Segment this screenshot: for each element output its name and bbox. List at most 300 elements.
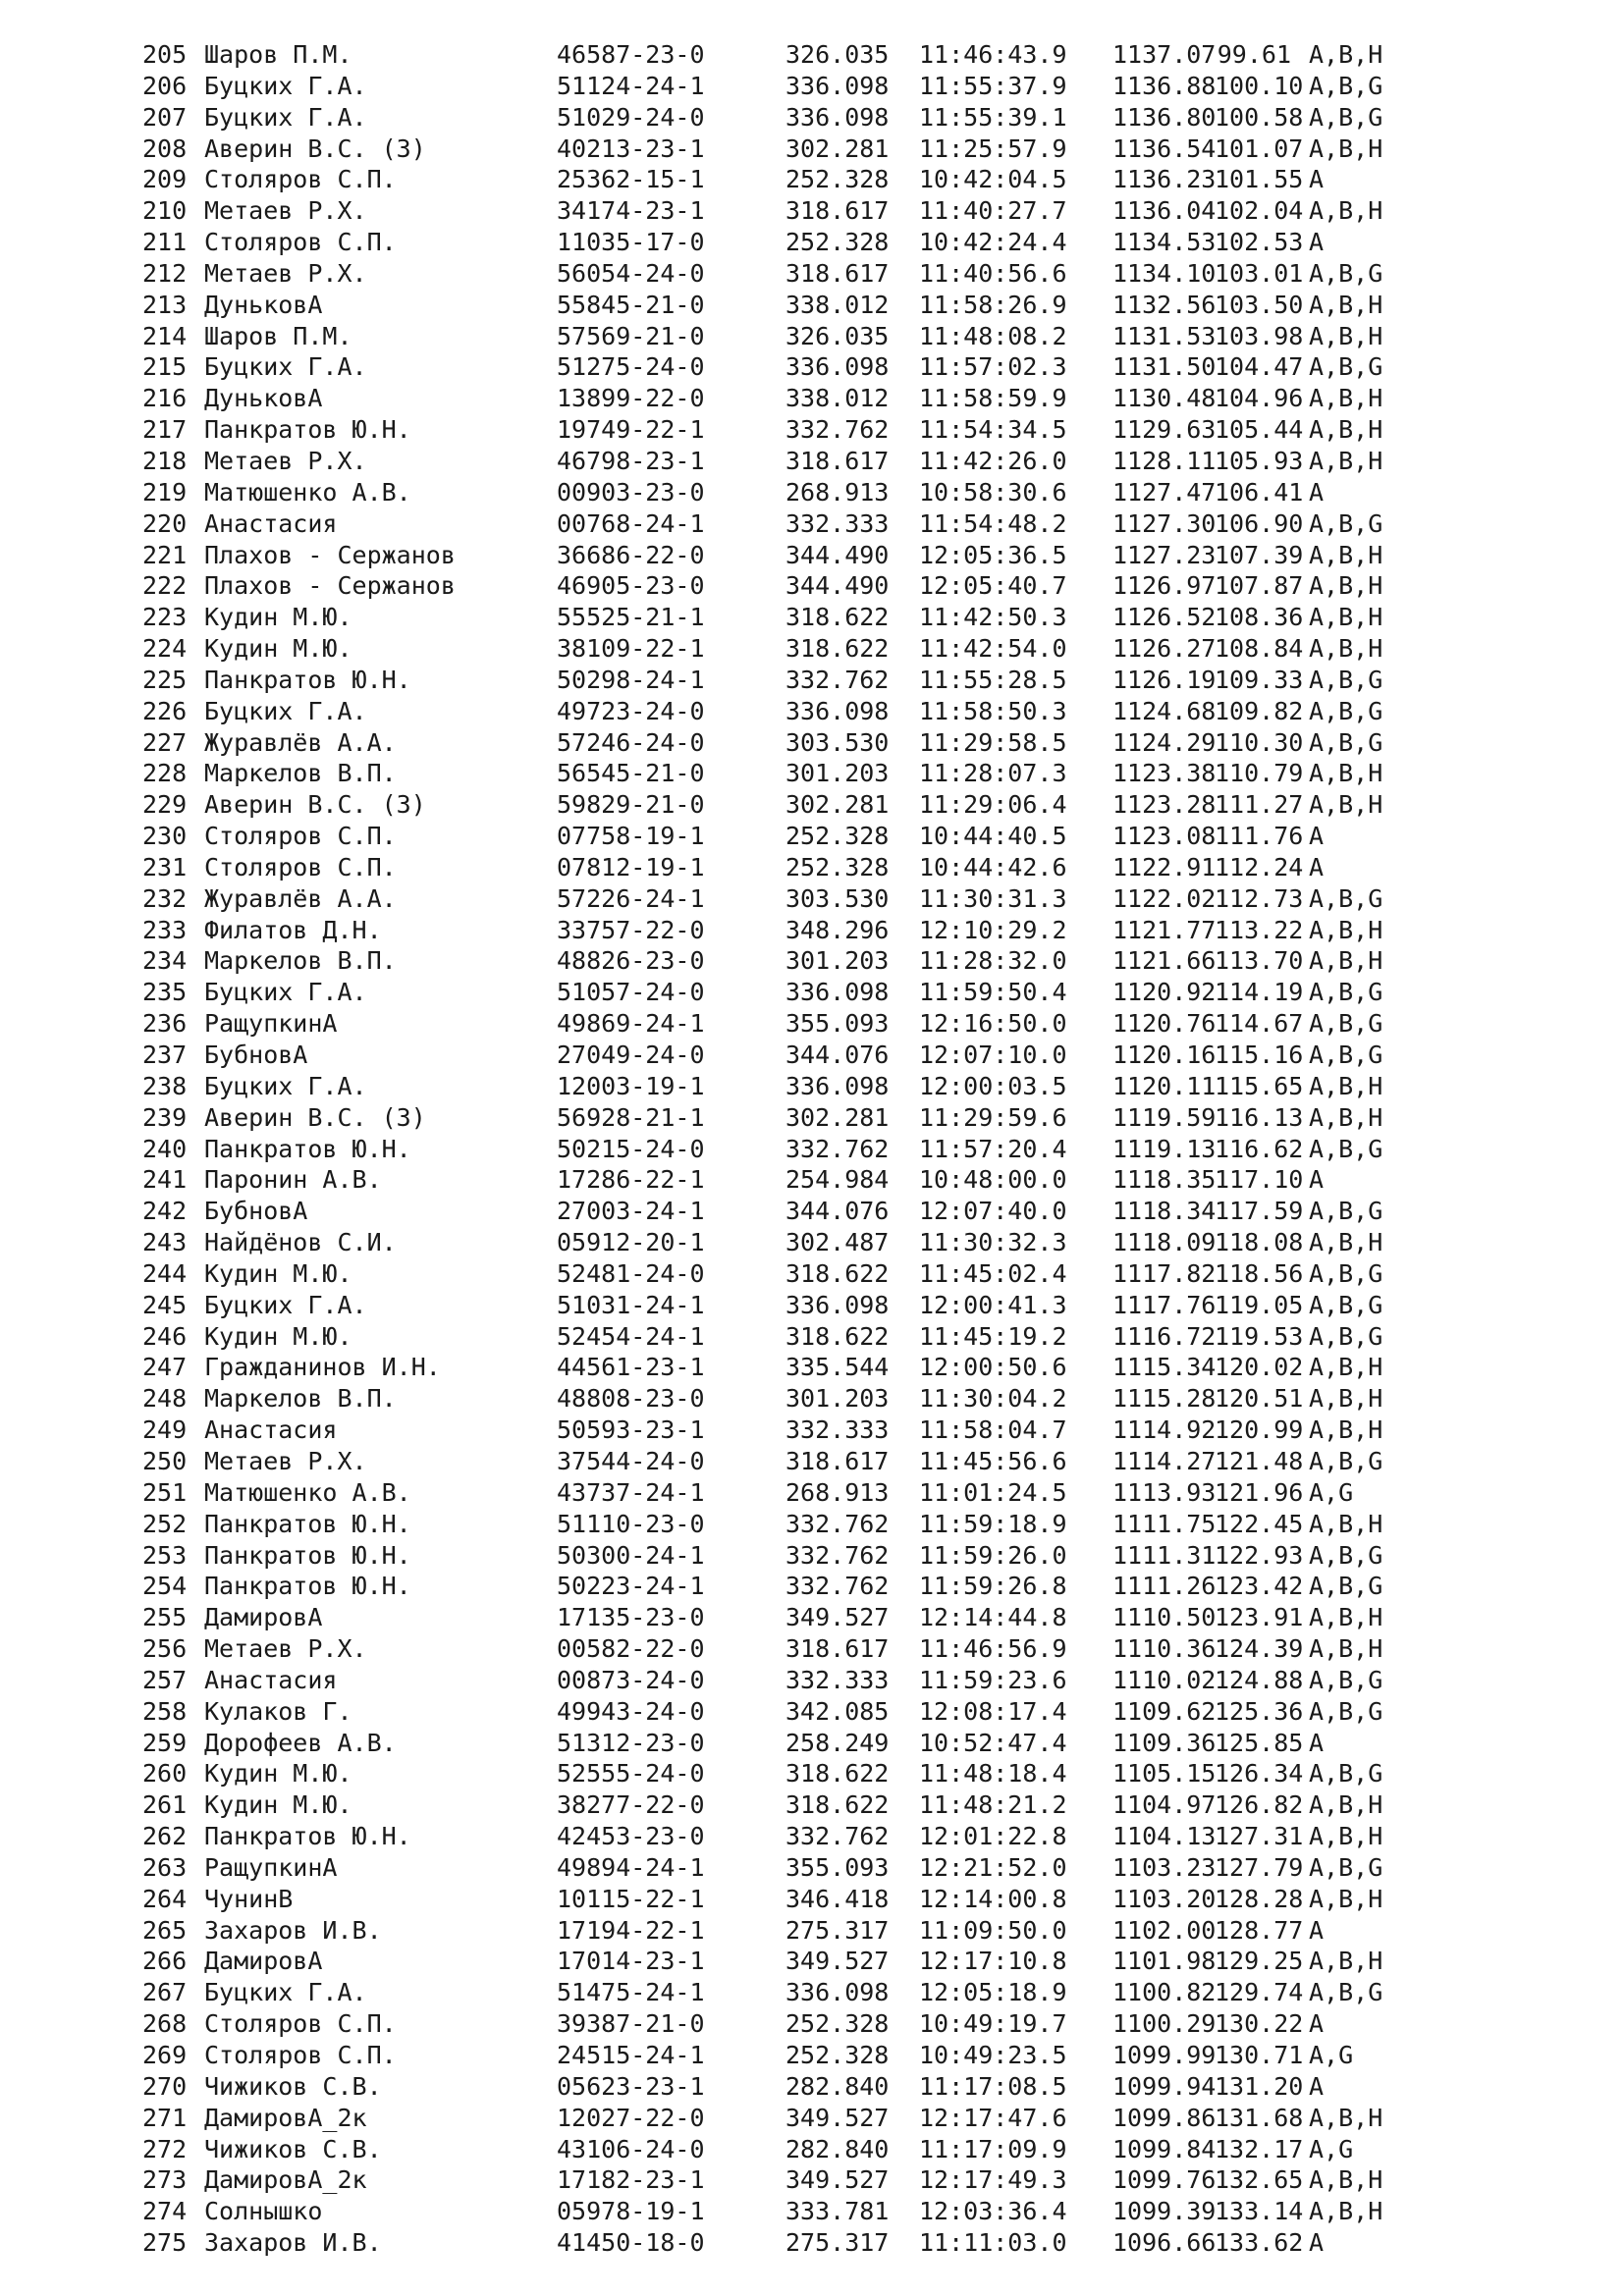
cell-num: 237 — [142, 1041, 188, 1069]
cell-speed: 1123.08 — [1112, 822, 1217, 851]
cell-flags: A,B,H — [1309, 915, 1383, 944]
cell-speed: 1111.75 — [1112, 1509, 1217, 1538]
cell-speed: 1122.91 — [1112, 852, 1217, 881]
cell-points: 130.22 — [1215, 2009, 1304, 2039]
cell-speed: 1118.09 — [1112, 1228, 1217, 1257]
cell-num: 238 — [142, 1071, 188, 1100]
cell-flags: A,B,H — [1309, 133, 1383, 163]
cell-flags: A,B,G — [1309, 665, 1383, 694]
cell-ring: 27049-24-0 — [557, 1041, 705, 1069]
cell-flags: A,G — [1309, 2134, 1354, 2163]
cell-time: 11:17:08.5 — [919, 2071, 1067, 2101]
cell-speed: 1104.13 — [1112, 1822, 1217, 1851]
cell-time: 10:49:23.5 — [919, 2041, 1067, 2069]
cell-name: Аверин В.С. (З) — [204, 790, 426, 820]
cell-ring: 52454-24-1 — [557, 1321, 705, 1351]
cell-ring: 51029-24-0 — [557, 102, 705, 132]
cell-num: 261 — [142, 1790, 188, 1820]
cell-ring: 48808-23-0 — [557, 1384, 705, 1414]
table-row — [142, 508, 1537, 540]
cell-speed: 1120.11 — [1112, 1071, 1217, 1100]
cell-flags: A,B,H — [1309, 40, 1383, 69]
cell-name: Солнышко — [204, 2197, 323, 2226]
cell-name: Анастасия — [204, 1665, 338, 1694]
cell-flags: A,B,H — [1309, 1384, 1383, 1414]
cell-num: 234 — [142, 946, 188, 976]
cell-num: 226 — [142, 696, 188, 725]
table-row — [142, 1196, 1537, 1227]
cell-points: 109.82 — [1215, 696, 1304, 725]
cell-flags: A,B,H — [1309, 1603, 1383, 1632]
cell-num: 239 — [142, 1102, 188, 1132]
table-row — [142, 2103, 1537, 2134]
cell-flags: A,B,G — [1309, 1696, 1383, 1726]
cell-name: Аверин В.С. (З) — [204, 133, 426, 163]
cell-time: 10:44:42.6 — [919, 852, 1067, 881]
cell-time: 12:10:29.2 — [919, 915, 1067, 944]
cell-num: 253 — [142, 1540, 188, 1570]
table-row — [142, 195, 1537, 227]
cell-name: Кулаков Г. — [204, 1696, 352, 1726]
cell-time: 11:29:06.4 — [919, 790, 1067, 820]
cell-ring: 43737-24-1 — [557, 1477, 705, 1507]
cell-ring: 42453-23-0 — [557, 1822, 705, 1851]
cell-num: 272 — [142, 2134, 188, 2163]
cell-ring: 50298-24-1 — [557, 665, 705, 694]
cell-name: Столяров С.П. — [204, 822, 397, 851]
cell-ring: 10115-22-1 — [557, 1884, 705, 1913]
cell-num: 227 — [142, 727, 188, 757]
cell-time: 12:07:10.0 — [919, 1041, 1067, 1069]
cell-points: 113.22 — [1215, 915, 1304, 944]
table-row — [142, 727, 1537, 759]
cell-speed: 1099.39 — [1112, 2197, 1217, 2226]
cell-time: 12:17:49.3 — [919, 2165, 1067, 2195]
cell-name: Филатов Д.Н. — [204, 915, 382, 944]
cell-time: 11:57:02.3 — [919, 352, 1067, 382]
cell-flags: A,B,G — [1309, 1009, 1383, 1039]
cell-flags: A — [1309, 852, 1325, 881]
cell-time: 11:57:20.4 — [919, 1134, 1067, 1163]
cell-flags: A,B,G — [1309, 1290, 1383, 1319]
table-row — [142, 2196, 1537, 2227]
cell-name: Анастасия — [204, 1415, 338, 1445]
cell-time: 11:55:39.1 — [919, 102, 1067, 132]
cell-name: ДамировА — [204, 1603, 323, 1632]
table-row — [142, 540, 1537, 571]
cell-speed: 1105.15 — [1112, 1759, 1217, 1789]
cell-distance: 332.333 — [785, 1415, 890, 1445]
cell-num: 265 — [142, 1915, 188, 1945]
cell-num: 247 — [142, 1353, 188, 1382]
cell-ring: 46905-23-0 — [557, 571, 705, 601]
cell-distance: 318.622 — [785, 634, 890, 664]
cell-ring: 51124-24-1 — [557, 71, 705, 100]
table-row — [142, 1728, 1537, 1759]
cell-flags: A,B,H — [1309, 759, 1383, 788]
cell-flags: A,B,H — [1309, 603, 1383, 632]
cell-points: 106.90 — [1215, 508, 1304, 538]
cell-ring: 07758-19-1 — [557, 822, 705, 851]
cell-time: 11:25:57.9 — [919, 133, 1067, 163]
cell-distance: 336.098 — [785, 696, 890, 725]
cell-flags: A,B,G — [1309, 1665, 1383, 1694]
cell-name: Метаев Р.Х. — [204, 1634, 367, 1664]
cell-speed: 1134.10 — [1112, 258, 1217, 288]
cell-time: 11:40:56.6 — [919, 258, 1067, 288]
cell-name: Чижиков С.В. — [204, 2134, 382, 2163]
cell-speed: 1102.00 — [1112, 1915, 1217, 1945]
cell-points: 122.93 — [1215, 1540, 1304, 1570]
cell-time: 11:40:27.7 — [919, 196, 1067, 226]
cell-speed: 1100.82 — [1112, 1978, 1217, 2007]
table-row — [142, 945, 1537, 977]
cell-ring: 36686-22-0 — [557, 540, 705, 569]
cell-num: 220 — [142, 508, 188, 538]
cell-flags: A,B,H — [1309, 571, 1383, 601]
cell-name: РащупкинА — [204, 1009, 338, 1039]
cell-distance: 336.098 — [785, 102, 890, 132]
table-row — [142, 71, 1537, 102]
cell-time: 11:29:59.6 — [919, 1102, 1067, 1132]
cell-name: Захаров И.В. — [204, 2228, 382, 2258]
cell-time: 11:58:59.9 — [919, 384, 1067, 413]
table-row — [142, 1884, 1537, 1915]
cell-ring: 17014-23-1 — [557, 1947, 705, 1976]
cell-points: 108.84 — [1215, 634, 1304, 664]
table-row — [142, 1571, 1537, 1602]
cell-name: РащупкинА — [204, 1852, 338, 1882]
cell-distance: 332.762 — [785, 1572, 890, 1601]
cell-ring: 41450-18-0 — [557, 2228, 705, 2258]
cell-ring: 56928-21-1 — [557, 1102, 705, 1132]
cell-points: 107.87 — [1215, 571, 1304, 601]
cell-time: 10:49:19.7 — [919, 2009, 1067, 2039]
table-row — [142, 383, 1537, 414]
cell-num: 246 — [142, 1321, 188, 1351]
cell-flags: A,B,H — [1309, 196, 1383, 226]
cell-flags: A — [1309, 2071, 1325, 2101]
cell-speed: 1120.76 — [1112, 1009, 1217, 1039]
cell-ring: 52481-24-0 — [557, 1258, 705, 1288]
cell-name: Метаев Р.Х. — [204, 196, 367, 226]
results-table — [142, 39, 1537, 2259]
cell-points: 124.88 — [1215, 1665, 1304, 1694]
cell-name: Столяров С.П. — [204, 228, 397, 257]
cell-speed: 1124.68 — [1112, 696, 1217, 725]
cell-flags: A,B,H — [1309, 1509, 1383, 1538]
cell-speed: 1132.56 — [1112, 290, 1217, 319]
cell-num: 216 — [142, 384, 188, 413]
table-row — [142, 133, 1537, 165]
cell-num: 249 — [142, 1415, 188, 1445]
cell-time: 12:00:50.6 — [919, 1353, 1067, 1382]
cell-flags: A — [1309, 822, 1325, 851]
cell-distance: 303.530 — [785, 727, 890, 757]
cell-name: БубновА — [204, 1041, 308, 1069]
cell-num: 270 — [142, 2071, 188, 2101]
cell-distance: 336.098 — [785, 1290, 890, 1319]
cell-points: 114.67 — [1215, 1009, 1304, 1039]
cell-num: 263 — [142, 1852, 188, 1882]
cell-name: Журавлёв А.А. — [204, 727, 397, 757]
cell-flags: A,B,G — [1309, 883, 1383, 913]
table-row — [142, 1352, 1537, 1383]
cell-time: 11:55:37.9 — [919, 71, 1067, 100]
cell-flags: A,B,H — [1309, 1353, 1383, 1382]
cell-flags: A,G — [1309, 2041, 1354, 2069]
table-row — [142, 39, 1537, 71]
cell-flags: A,B,H — [1309, 446, 1383, 475]
cell-flags: A,B,G — [1309, 1134, 1383, 1163]
cell-distance: 349.527 — [785, 1603, 890, 1632]
cell-flags: A,B,G — [1309, 1197, 1383, 1226]
cell-speed: 1137.07 — [1112, 40, 1217, 69]
cell-num: 209 — [142, 165, 188, 194]
cell-distance: 349.527 — [785, 2165, 890, 2195]
cell-num: 219 — [142, 477, 188, 507]
cell-points: 119.53 — [1215, 1321, 1304, 1351]
cell-flags: A,B,G — [1309, 352, 1383, 382]
cell-speed: 1118.35 — [1112, 1165, 1217, 1195]
table-row — [142, 1321, 1537, 1353]
cell-time: 10:58:30.6 — [919, 477, 1067, 507]
cell-distance: 318.622 — [785, 1258, 890, 1288]
cell-points: 116.13 — [1215, 1102, 1304, 1132]
cell-time: 12:05:40.7 — [919, 571, 1067, 601]
cell-ring: 38109-22-1 — [557, 634, 705, 664]
cell-time: 11:30:04.2 — [919, 1384, 1067, 1414]
table-row — [142, 2008, 1537, 2040]
cell-points: 123.42 — [1215, 1572, 1304, 1601]
cell-speed: 1116.72 — [1112, 1321, 1217, 1351]
cell-num: 211 — [142, 228, 188, 257]
cell-name: Буцких Г.А. — [204, 1290, 367, 1319]
cell-distance: 268.913 — [785, 477, 890, 507]
cell-flags: A,B,G — [1309, 1759, 1383, 1789]
cell-flags: A,B,H — [1309, 384, 1383, 413]
cell-speed: 1114.27 — [1112, 1446, 1217, 1475]
cell-flags: A,B,H — [1309, 634, 1383, 664]
cell-time: 10:44:40.5 — [919, 822, 1067, 851]
cell-flags: A,B,H — [1309, 290, 1383, 319]
cell-distance: 318.622 — [785, 1790, 890, 1820]
cell-flags: A — [1309, 477, 1325, 507]
cell-distance: 302.487 — [785, 1228, 890, 1257]
cell-time: 11:59:50.4 — [919, 978, 1067, 1007]
cell-points: 103.50 — [1215, 290, 1304, 319]
cell-time: 11:59:18.9 — [919, 1509, 1067, 1538]
cell-points: 120.02 — [1215, 1353, 1304, 1382]
table-row — [142, 2071, 1537, 2103]
cell-points: 106.41 — [1215, 477, 1304, 507]
cell-ring: 49869-24-1 — [557, 1009, 705, 1039]
cell-time: 11:28:07.3 — [919, 759, 1067, 788]
cell-ring: 13899-22-0 — [557, 384, 705, 413]
cell-distance: 338.012 — [785, 384, 890, 413]
cell-distance: 301.203 — [785, 946, 890, 976]
cell-distance: 302.281 — [785, 790, 890, 820]
cell-time: 11:46:56.9 — [919, 1634, 1067, 1664]
cell-name: Буцких Г.А. — [204, 71, 367, 100]
cell-distance: 252.328 — [785, 822, 890, 851]
cell-distance: 344.490 — [785, 571, 890, 601]
cell-name: Кудин М.Ю. — [204, 1759, 352, 1789]
cell-ring: 51475-24-1 — [557, 1978, 705, 2007]
cell-points: 114.19 — [1215, 978, 1304, 1007]
table-row — [142, 852, 1537, 883]
cell-points: 112.73 — [1215, 883, 1304, 913]
cell-points: 117.59 — [1215, 1197, 1304, 1226]
cell-points: 108.36 — [1215, 603, 1304, 632]
cell-name: Найдёнов С.И. — [204, 1228, 397, 1257]
cell-points: 118.08 — [1215, 1228, 1304, 1257]
cell-speed: 1100.29 — [1112, 2009, 1217, 2039]
cell-flags: A,B,H — [1309, 415, 1383, 445]
table-row — [142, 1415, 1537, 1446]
cell-time: 12:00:41.3 — [919, 1290, 1067, 1319]
cell-points: 125.36 — [1215, 1696, 1304, 1726]
cell-ring: 07812-19-1 — [557, 852, 705, 881]
cell-num: 245 — [142, 1290, 188, 1319]
table-row — [142, 477, 1537, 508]
cell-points: 131.20 — [1215, 2071, 1304, 2101]
cell-points: 103.98 — [1215, 321, 1304, 350]
cell-speed: 1128.11 — [1112, 446, 1217, 475]
cell-ring: 27003-24-1 — [557, 1197, 705, 1226]
cell-speed: 1122.02 — [1112, 883, 1217, 913]
cell-points: 133.14 — [1215, 2197, 1304, 2226]
table-row — [142, 1509, 1537, 1540]
cell-distance: 252.328 — [785, 165, 890, 194]
cell-points: 102.53 — [1215, 228, 1304, 257]
cell-name: ДуньковА — [204, 384, 323, 413]
cell-num: 275 — [142, 2228, 188, 2258]
cell-speed: 1136.04 — [1112, 196, 1217, 226]
cell-points: 109.33 — [1215, 665, 1304, 694]
cell-distance: 332.762 — [785, 1509, 890, 1538]
table-row — [142, 1852, 1537, 1884]
table-row — [142, 1164, 1537, 1196]
cell-speed: 1099.94 — [1112, 2071, 1217, 2101]
cell-distance: 355.093 — [785, 1852, 890, 1882]
cell-speed: 1104.97 — [1112, 1790, 1217, 1820]
cell-speed: 1117.82 — [1112, 1258, 1217, 1288]
cell-ring: 43106-24-0 — [557, 2134, 705, 2163]
cell-flags: A,B,H — [1309, 1634, 1383, 1664]
cell-distance: 318.617 — [785, 258, 890, 288]
cell-name: Панкратов Ю.Н. — [204, 1572, 411, 1601]
cell-distance: 318.622 — [785, 1759, 890, 1789]
cell-name: ЧунинВ — [204, 1884, 294, 1913]
cell-distance: 318.617 — [785, 196, 890, 226]
cell-name: Панкратов Ю.Н. — [204, 1540, 411, 1570]
cell-distance: 333.781 — [785, 2197, 890, 2226]
cell-speed: 1115.34 — [1112, 1353, 1217, 1382]
cell-distance: 336.098 — [785, 352, 890, 382]
cell-num: 214 — [142, 321, 188, 350]
cell-speed: 1113.93 — [1112, 1477, 1217, 1507]
cell-distance: 332.762 — [785, 1540, 890, 1570]
cell-distance: 275.317 — [785, 2228, 890, 2258]
cell-name: Шаров П.М. — [204, 321, 352, 350]
cell-speed: 1129.63 — [1112, 415, 1217, 445]
cell-time: 11:48:21.2 — [919, 1790, 1067, 1820]
cell-speed: 1109.36 — [1112, 1728, 1217, 1757]
cell-time: 11:29:58.5 — [919, 727, 1067, 757]
cell-distance: 332.762 — [785, 1822, 890, 1851]
cell-points: 110.30 — [1215, 727, 1304, 757]
cell-distance: 336.098 — [785, 978, 890, 1007]
cell-ring: 46798-23-1 — [557, 446, 705, 475]
cell-time: 11:58:04.7 — [919, 1415, 1067, 1445]
cell-speed: 1110.36 — [1112, 1634, 1217, 1664]
cell-points: 100.58 — [1215, 102, 1304, 132]
cell-name: Паронин А.В. — [204, 1165, 382, 1195]
cell-ring: 51031-24-1 — [557, 1290, 705, 1319]
cell-distance: 332.333 — [785, 1665, 890, 1694]
cell-points: 101.55 — [1215, 165, 1304, 194]
table-row — [142, 1977, 1537, 2008]
cell-flags: A — [1309, 165, 1325, 194]
cell-speed: 1127.30 — [1112, 508, 1217, 538]
cell-flags: A,B,H — [1309, 946, 1383, 976]
cell-ring: 48826-23-0 — [557, 946, 705, 976]
cell-speed: 1131.53 — [1112, 321, 1217, 350]
cell-points: 119.05 — [1215, 1290, 1304, 1319]
cell-ring: 17135-23-0 — [557, 1603, 705, 1632]
cell-points: 128.77 — [1215, 1915, 1304, 1945]
cell-points: 112.24 — [1215, 852, 1304, 881]
cell-time: 11:01:24.5 — [919, 1477, 1067, 1507]
cell-ring: 51312-23-0 — [557, 1728, 705, 1757]
cell-points: 126.34 — [1215, 1759, 1304, 1789]
cell-name: Чижиков С.В. — [204, 2071, 382, 2101]
table-row — [142, 1915, 1537, 1947]
cell-points: 129.74 — [1215, 1978, 1304, 2007]
cell-distance: 258.249 — [785, 1728, 890, 1757]
cell-flags: A,B,H — [1309, 1228, 1383, 1257]
cell-num: 221 — [142, 540, 188, 569]
table-row — [142, 977, 1537, 1008]
cell-speed: 1126.27 — [1112, 634, 1217, 664]
cell-distance: 335.544 — [785, 1353, 890, 1382]
cell-flags: A — [1309, 1165, 1325, 1195]
cell-distance: 318.622 — [785, 1321, 890, 1351]
cell-flags: A,B,G — [1309, 508, 1383, 538]
cell-distance: 252.328 — [785, 852, 890, 881]
cell-speed: 1131.50 — [1112, 352, 1217, 382]
cell-ring: 00768-24-1 — [557, 508, 705, 538]
cell-num: 223 — [142, 603, 188, 632]
cell-ring: 50300-24-1 — [557, 1540, 705, 1570]
cell-ring: 17182-23-1 — [557, 2165, 705, 2195]
table-row — [142, 1540, 1537, 1572]
cell-name: Столяров С.П. — [204, 2041, 397, 2069]
cell-time: 12:16:50.0 — [919, 1009, 1067, 1039]
table-row — [142, 446, 1537, 477]
cell-distance: 344.076 — [785, 1197, 890, 1226]
cell-time: 12:01:22.8 — [919, 1822, 1067, 1851]
cell-points: 103.01 — [1215, 258, 1304, 288]
cell-points: 117.10 — [1215, 1165, 1304, 1195]
table-row — [142, 789, 1537, 821]
cell-flags: A,B,H — [1309, 1790, 1383, 1820]
cell-distance: 326.035 — [785, 40, 890, 69]
table-row — [142, 1446, 1537, 1477]
cell-flags: A,B,H — [1309, 790, 1383, 820]
cell-name: Дорофеев А.В. — [204, 1728, 397, 1757]
